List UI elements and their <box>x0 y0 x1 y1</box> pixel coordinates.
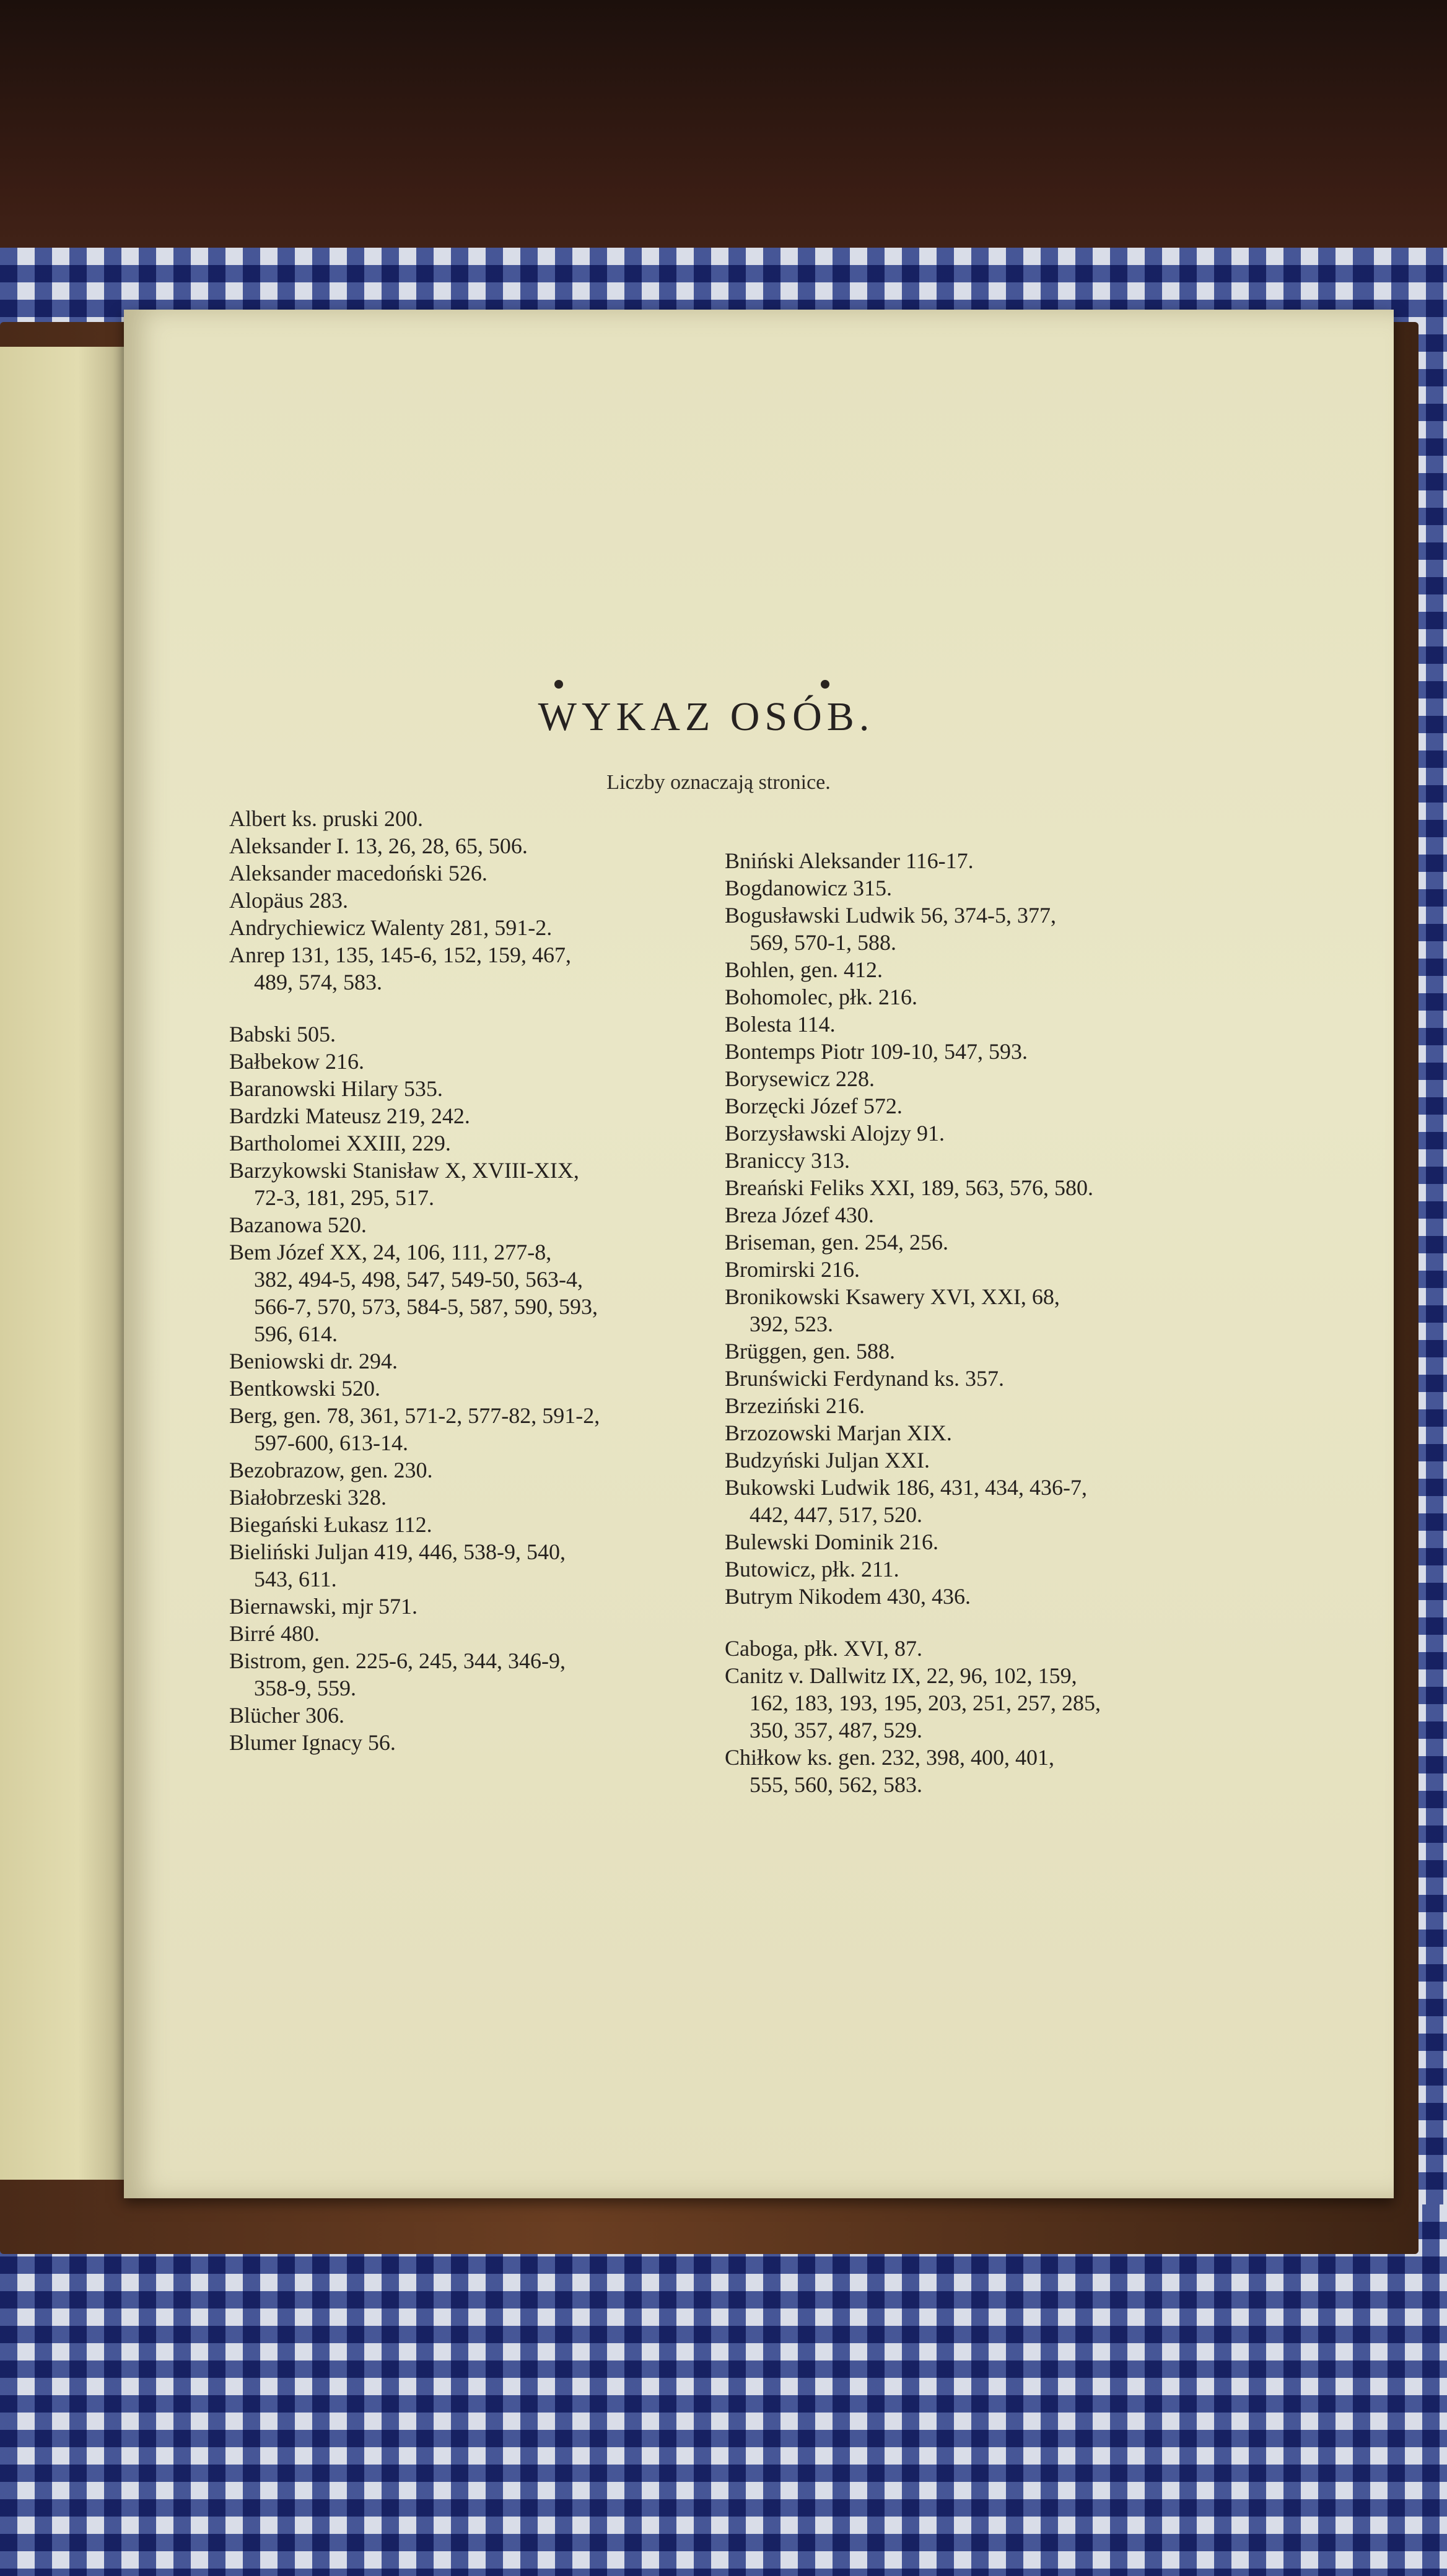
index-entry: Biegański Łukasz 112. <box>229 1512 432 1537</box>
index-entry: Biernawski, mjr 571. <box>229 1594 417 1619</box>
index-entry-continuation: 596, 614. <box>254 1321 338 1346</box>
index-entry: Bistrom, gen. 225-6, 245, 344, 346-9, <box>229 1648 566 1673</box>
index-entry-continuation: 72-3, 181, 295, 517. <box>254 1185 434 1210</box>
index-entry: Bniński Aleksander 116-17. <box>725 848 974 873</box>
index-entry: Bazanowa 520. <box>229 1212 367 1237</box>
index-entry-continuation: 597-600, 613-14. <box>254 1430 408 1455</box>
index-entry: Berg, gen. 78, 361, 571-2, 577-82, 591-2, <box>229 1403 600 1428</box>
tablecloth-bottom <box>0 2204 1447 2576</box>
index-entry: Bolesta 114. <box>725 1012 836 1037</box>
index-entry: Bem Józef XX, 24, 106, 111, 277-8, <box>229 1240 552 1264</box>
index-entry: Baranowski Hilary 535. <box>229 1076 443 1101</box>
index-entry-continuation: 555, 560, 562, 583. <box>750 1772 922 1797</box>
page-subtitle: Liczby oznaczają stronice. <box>606 771 831 794</box>
index-entry: Breza Józef 430. <box>725 1203 874 1227</box>
index-entry: Blücher 306. <box>229 1703 344 1728</box>
index-entry: Barzykowski Stanisław X, XVIII-XIX, <box>229 1158 579 1183</box>
index-entry: Canitz v. Dallwitz IX, 22, 96, 102, 159, <box>725 1663 1077 1688</box>
index-entry-continuation: 543, 611. <box>254 1567 337 1591</box>
index-entry: Bieliński Juljan 419, 446, 538-9, 540, <box>229 1539 566 1564</box>
index-entry: Bohlen, gen. 412. <box>725 957 883 982</box>
index-entry: Bałbekow 216. <box>229 1049 364 1074</box>
index-entry: Białobrzeski 328. <box>229 1485 387 1510</box>
index-entry: Bontemps Piotr 109-10, 547, 593. <box>725 1039 1028 1064</box>
title-dot-right <box>821 680 829 689</box>
index-entry-continuation: 392, 523. <box>750 1312 833 1336</box>
index-column-right <box>725 847 1220 1798</box>
index-entry: Bohomolec, płk. 216. <box>725 985 917 1009</box>
index-entry: Brzozowski Marjan XIX. <box>725 1421 952 1445</box>
index-entry: Bogusławski Ludwik 56, 374-5, 377, <box>725 903 1056 928</box>
index-entry: Chiłkow ks. gen. 232, 398, 400, 401, <box>725 1745 1055 1770</box>
index-entry-continuation: 489, 574, 583. <box>254 970 382 994</box>
index-entry: Bogdanowicz 315. <box>725 876 892 900</box>
index-entry: Birré 480. <box>229 1621 320 1646</box>
index-entry-continuation: 442, 447, 517, 520. <box>750 1502 922 1527</box>
index-entry: Breański Feliks XXI, 189, 563, 576, 580. <box>725 1175 1093 1200</box>
index-entry: Butrym Nikodem 430, 436. <box>725 1584 971 1609</box>
index-entry: Caboga, płk. XVI, 87. <box>725 1636 922 1661</box>
index-entry: Bromirski 216. <box>725 1257 860 1282</box>
title-dot-left <box>554 680 563 689</box>
index-entry: Alopäus 283. <box>229 888 348 913</box>
index-entry: Budzyński Juljan XXI. <box>725 1448 930 1473</box>
index-entry-continuation: 162, 183, 193, 195, 203, 251, 257, 285, <box>750 1690 1101 1715</box>
index-entry-continuation: 358-9, 559. <box>254 1676 356 1700</box>
index-entry: Butowicz, płk. 211. <box>725 1557 899 1582</box>
section-gap <box>725 1610 1220 1635</box>
index-entry-continuation: 566-7, 570, 573, 584-5, 587, 590, 593, <box>254 1294 598 1319</box>
index-entry: Bukowski Ludwik 186, 431, 434, 436-7, <box>725 1475 1087 1500</box>
index-column-left <box>229 805 675 1756</box>
index-entry: Borzysławski Alojzy 91. <box>725 1121 945 1146</box>
index-entry: Albert ks. pruski 200. <box>229 806 423 831</box>
index-entry-continuation: 382, 494-5, 498, 547, 549-50, 563-4, <box>254 1267 583 1292</box>
index-entry: Babski 505. <box>229 1022 336 1046</box>
section-gap <box>229 996 675 1020</box>
index-entry: Brüggen, gen. 588. <box>725 1339 895 1364</box>
index-entry: Blumer Ignacy 56. <box>229 1730 396 1755</box>
index-entry: Braniccy 313. <box>725 1148 850 1173</box>
index-entry: Bardzki Mateusz 219, 242. <box>229 1103 470 1128</box>
index-entry-continuation: 569, 570-1, 588. <box>750 930 896 955</box>
index-entry: Borysewicz 228. <box>725 1066 875 1091</box>
index-entry: Bronikowski Ksawery XVI, XXI, 68, <box>725 1284 1060 1309</box>
index-entry: Briseman, gen. 254, 256. <box>725 1230 948 1255</box>
index-entry: Borzęcki Józef 572. <box>725 1094 903 1118</box>
index-entry: Bartholomei XXIII, 229. <box>229 1131 451 1155</box>
index-entry: Aleksander macedoński 526. <box>229 861 487 886</box>
index-entry: Bulewski Dominik 216. <box>725 1530 939 1554</box>
index-entry: Beniowski dr. 294. <box>229 1349 398 1373</box>
index-entry-continuation: 350, 357, 487, 529. <box>750 1718 922 1743</box>
left-page-edge <box>0 347 130 2180</box>
index-entry: Aleksander I. 13, 26, 28, 65, 506. <box>229 833 528 858</box>
page-title: WYKAZ OSÓB. <box>538 694 875 739</box>
index-entry: Bentkowski 520. <box>229 1376 381 1401</box>
index-entry: Bezobrazow, gen. 230. <box>229 1458 433 1482</box>
index-entry: Brunświcki Ferdynand ks. 357. <box>725 1366 1004 1391</box>
index-entry: Anrep 131, 135, 145-6, 152, 159, 467, <box>229 942 571 967</box>
index-entry: Andrychiewicz Walenty 281, 591-2. <box>229 915 553 940</box>
index-entry: Brzeziński 216. <box>725 1393 865 1418</box>
